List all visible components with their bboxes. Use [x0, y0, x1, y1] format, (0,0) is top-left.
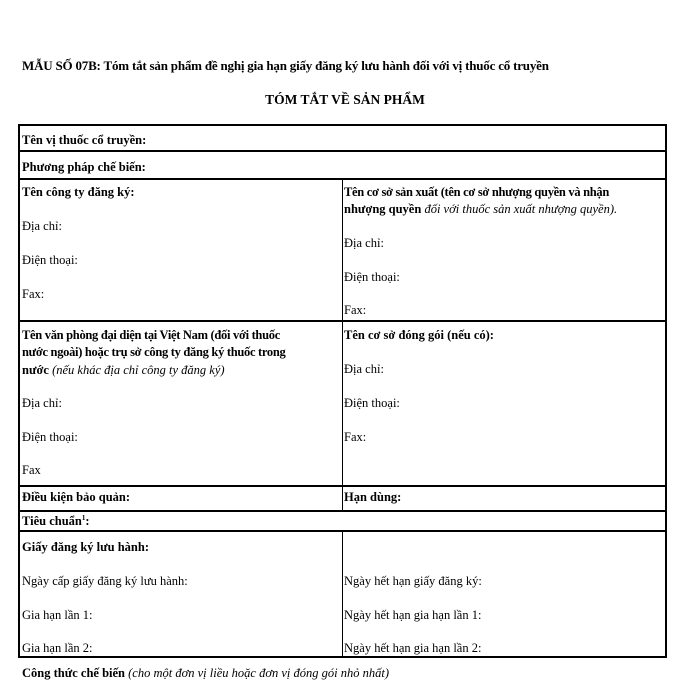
row-divider — [20, 150, 665, 152]
packager-address-label: Địa chỉ: — [344, 362, 384, 376]
processing-formula-label: Công thức chế biến — [22, 666, 129, 680]
standard-footnote-marker: 1 — [81, 513, 86, 522]
expiry-date-label: Ngày hết hạn giấy đăng ký: — [344, 574, 482, 588]
representative-fax-label: Fax — [22, 463, 41, 477]
standard-text: Tiêu chuẩn — [22, 514, 82, 528]
representative-phone-label: Điện thoại: — [22, 430, 78, 444]
manufacturer-address-label: Địa chỉ: — [344, 236, 384, 250]
registrant-title: Tên công ty đăng ký: — [22, 185, 135, 199]
row-divider — [20, 510, 665, 512]
extension-1-label: Gia hạn lần 1: — [22, 608, 93, 622]
extension-2-expiry-label: Ngày hết hạn gia hạn lần 2: — [344, 641, 482, 655]
standard-colon: : — [85, 514, 90, 528]
manufacturer-title-line2-bold: nhượng quyền — [344, 202, 425, 216]
standard-label — [22, 514, 90, 529]
column-divider — [342, 530, 343, 658]
representative-title-line3-italic: (nếu khác địa chỉ công ty đăng ký) — [52, 363, 225, 377]
extension-1-expiry-label: Ngày hết hạn gia hạn lần 1: — [344, 608, 482, 622]
manufacturer-phone-label: Điện thoại: — [344, 270, 400, 284]
shelf-life-label: Hạn dùng: — [344, 490, 402, 504]
processing-formula-heading — [22, 666, 389, 681]
manufacturer-title-line2-italic: đối với thuốc sản xuất nhượng quyền). — [424, 202, 618, 216]
representative-title-line2: nước ngoài) hoặc trụ sở công ty đăng ký thuốc trong — [22, 345, 286, 359]
packager-fax-label: Fax: — [344, 430, 367, 444]
registration-title: Giấy đăng ký lưu hành: — [22, 540, 149, 554]
registrant-phone-label: Điện thoại: — [22, 253, 78, 267]
representative-title-line1: Tên văn phòng đại diện tại Việt Nam (đối với thuốc — [22, 328, 280, 342]
product-summary-table — [18, 124, 667, 658]
processing-formula-note: (cho một đơn vị liều hoặc đơn vị đóng gói nhỏ nhất) — [128, 666, 389, 680]
form-subheading: TÓM TẮT VỀ SẢN PHẨM — [265, 92, 425, 107]
extension-2-label: Gia hạn lần 2: — [22, 641, 93, 655]
representative-title-line3-bold: nước — [22, 363, 53, 377]
registrant-address-label: Địa chỉ: — [22, 219, 62, 233]
column-divider — [342, 178, 343, 510]
packager-title: Tên cơ sở đóng gói (nếu có): — [344, 328, 494, 342]
issue-date-label: Ngày cấp giấy đăng ký lưu hành: — [22, 574, 188, 588]
manufacturer-fax-label: Fax: — [344, 303, 367, 317]
registrant-fax-label: Fax: — [22, 287, 45, 301]
form-heading: MẪU SỐ 07B: Tóm tắt sản phẩm đề nghị gia hạn giấy đăng ký lưu hành đối với vị thuốc cổ truyền — [22, 58, 549, 73]
representative-address-label: Địa chỉ: — [22, 396, 62, 410]
storage-conditions-label: Điều kiện bảo quản: — [22, 490, 131, 504]
packager-phone-label: Điện thoại: — [344, 396, 400, 410]
processing-method-label: Phương pháp chế biến: — [22, 160, 146, 174]
manufacturer-title-line1: Tên cơ sở sản xuất (tên cơ sở nhượng quyền và nhận — [344, 185, 610, 199]
product-name-label: Tên vị thuốc cổ truyền: — [22, 133, 147, 147]
